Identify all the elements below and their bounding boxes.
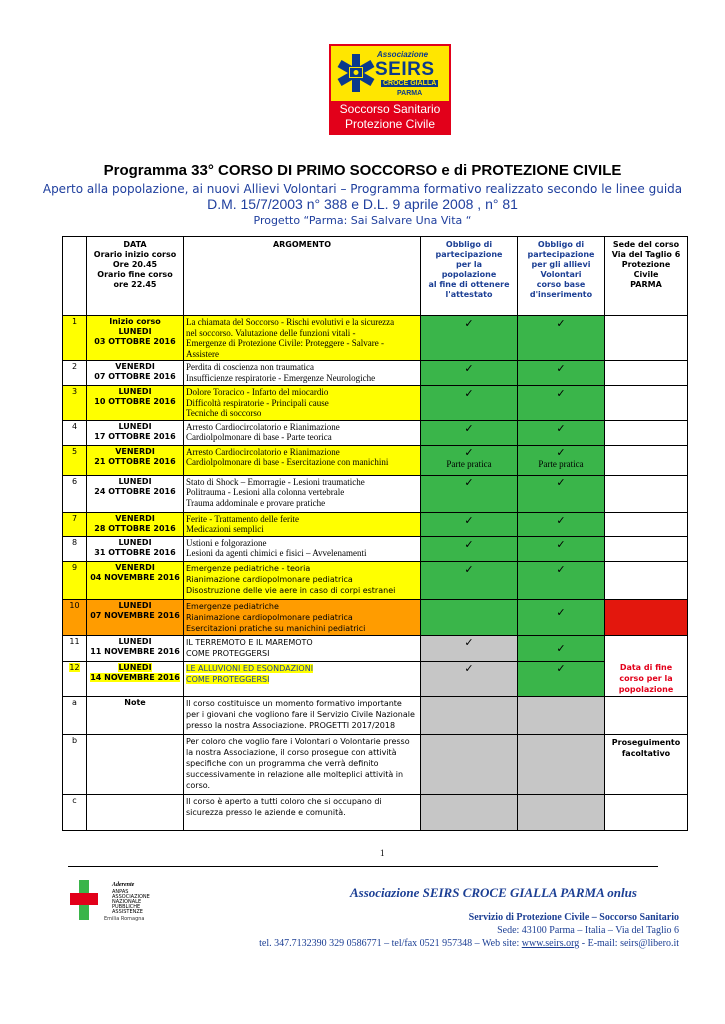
header-data-l2: Orario inizio corso <box>93 250 177 259</box>
row-num: 9 <box>63 561 87 599</box>
footer-sede: Sede: 43100 Parma – Italia – Via del Taglio 6 <box>497 925 679 936</box>
sede-cell <box>605 561 688 599</box>
row-argomento <box>184 420 421 445</box>
checkmark-icon: ✓ <box>464 445 474 459</box>
header-data-l4: Orario fine corso <box>97 270 173 279</box>
row-day: LUNEDI <box>118 476 152 486</box>
subtitle-decree: D.M. 15/7/2003 n° 388 e D.L. 9 aprile 2008 , n° 81 <box>207 196 518 212</box>
note-line: la nostra Associazione, il corso prosegue con attività <box>186 747 397 757</box>
website-link[interactable]: www.seirs.org <box>521 938 580 949</box>
row-date-text: 17 OTTOBRE 2016 <box>94 431 176 441</box>
anpas-cross-icon <box>70 880 98 920</box>
row-date-text: 24 OTTOBRE 2016 <box>94 486 176 496</box>
arg-line: Assistere <box>186 348 219 359</box>
arg-line: Insufficienze respiratorie - Emergenze Neurologiche <box>186 372 376 383</box>
arg-line: Lesioni da agenti chimici e fisici – Avvelenamenti <box>186 548 367 558</box>
hdr-all-l3: per gli allievi <box>531 260 591 269</box>
sede-cell <box>605 420 688 445</box>
row-num: 6 <box>63 475 87 512</box>
hdr-pop-l3: per la <box>455 260 483 269</box>
row-date-text: 07 NOVEMBRE 2016 <box>90 610 180 620</box>
row-argomento <box>184 475 421 512</box>
arg-line: Tecniche di soccorso <box>186 408 262 418</box>
parte-pratica-label: Parte pratica <box>446 458 492 469</box>
row-argomento <box>184 512 421 536</box>
checkmark-icon: ✓ <box>464 537 474 551</box>
check-allievi <box>518 536 605 561</box>
note-text <box>184 734 421 794</box>
table-row <box>63 512 688 536</box>
row-date <box>87 635 184 661</box>
note-line: specifiche con un programma che verrà definito <box>186 758 379 768</box>
check-popolazione <box>421 661 518 696</box>
row-day: VENERDI <box>115 562 155 572</box>
anpas-logo <box>68 872 158 932</box>
sede-note-line: popolazione <box>618 684 674 694</box>
note-cell-gray <box>421 696 518 734</box>
hdr-all-l2: partecipazione <box>527 250 595 259</box>
row-day: LUNEDI <box>118 600 152 610</box>
arg-line: Emergenze pediatriche <box>186 601 279 611</box>
arg-line: Cardiolpolmonare di base - Parte teorica <box>186 432 332 442</box>
sede-note2-line: facoltativo <box>621 748 671 758</box>
checkmark-icon: ✓ <box>464 513 474 527</box>
association-logo <box>329 44 451 135</box>
checkmark-icon: ✓ <box>556 605 566 619</box>
hdr-pop-l4: popolazione <box>441 270 497 279</box>
arg-line: Politrauma - Lesioni alla colonna vertebrale <box>186 487 345 497</box>
footer-divider <box>68 866 658 867</box>
sede-cell <box>605 794 688 830</box>
row-num: 10 <box>63 599 87 635</box>
row-date <box>87 599 184 635</box>
sede-cell-highlight <box>605 599 688 635</box>
page-number: 1 <box>380 848 385 858</box>
checkmark-icon: ✓ <box>464 387 474 400</box>
note-cell-gray <box>518 794 605 830</box>
row-date <box>87 661 184 696</box>
arg-line: Ustioni e folgorazione <box>186 537 267 548</box>
footer-contact-mid: - E-mail: <box>579 938 621 949</box>
arg-line: Rianimazione cardiopolmonare pediatrica <box>186 574 353 584</box>
footer-contact-phones: tel. 347.7132390 329 0586771 – tel/fax 0521 957348 – Web site: <box>259 938 522 949</box>
arg-line: nel soccorso. Valutazione delle funzioni vitali - <box>186 327 356 338</box>
arg-line: Trauma addominale e provare pratiche <box>186 497 326 508</box>
check-popolazione <box>421 561 518 599</box>
note-num: c <box>63 794 87 830</box>
row-num: 1 <box>63 316 87 361</box>
sede-cell <box>605 316 688 361</box>
note-cell-gray <box>421 734 518 794</box>
row-argomento <box>184 316 421 361</box>
checkmark-icon: ✓ <box>556 641 566 655</box>
hdr-all-l1: Obbligo di <box>537 240 585 249</box>
row-num <box>63 661 87 696</box>
note-label: Note <box>87 696 184 734</box>
arg-line: COME PROTEGGERSI <box>186 648 270 658</box>
row-date-text: 03 OTTOBRE 2016 <box>94 337 176 346</box>
subtitle-audience: Aperto alla popolazione, ai nuovi Allievi Volontari – Programma formativo realizzato secondo le linee guida <box>42 182 683 196</box>
row-day: LUNEDI <box>118 636 152 646</box>
row-date-text: 28 OTTOBRE 2016 <box>94 523 176 533</box>
note-label <box>87 794 184 830</box>
row-num: 5 <box>63 445 87 475</box>
row-argomento <box>184 386 421 421</box>
check-popolazione <box>421 536 518 561</box>
hdr-sede-l4: Civile <box>633 270 659 279</box>
sede-cell <box>605 512 688 536</box>
checkmark-icon: ✓ <box>556 317 566 330</box>
logo-line1: Soccorso Sanitario <box>339 102 441 116</box>
hdr-all-l5: corso base <box>536 280 586 289</box>
row-date <box>87 386 184 421</box>
checkmark-icon: ✓ <box>464 635 474 649</box>
checkmark-icon: ✓ <box>556 445 566 459</box>
table-row <box>63 316 688 361</box>
table-row <box>63 635 688 661</box>
note-num: a <box>63 696 87 734</box>
note-row <box>63 696 688 734</box>
header-data-l1: DATA <box>123 240 147 249</box>
row-num: 4 <box>63 420 87 445</box>
row-date <box>87 445 184 475</box>
table-row <box>63 661 688 696</box>
checkmark-icon: ✓ <box>464 362 474 375</box>
sede-cell <box>605 475 688 512</box>
row-num: 7 <box>63 512 87 536</box>
arg-line: Cardiolpolmonare di base - Esercitazione con manichini <box>186 457 389 467</box>
row-num: 11 <box>63 635 87 661</box>
row-num: 2 <box>63 361 87 386</box>
arg-line: Stato di Shock – Emorragie - Lesioni traumatiche <box>186 476 365 487</box>
table-row <box>63 536 688 561</box>
table-row <box>63 420 688 445</box>
row-date-text: 14 NOVEMBRE 2016 <box>90 672 180 682</box>
arg-line: La chiamata del Soccorso - Rischi evolutivi e la sicurezza <box>186 317 395 327</box>
row-date <box>87 361 184 386</box>
check-allievi <box>518 386 605 421</box>
hdr-pop-l6: l'attestato <box>445 290 493 299</box>
hdr-pop-l2: partecipazione <box>435 250 503 259</box>
note-cell-gray <box>421 794 518 830</box>
table-row <box>63 599 688 635</box>
check-allievi <box>518 420 605 445</box>
sede-note-line: Data di fine <box>619 662 673 672</box>
program-table <box>62 236 688 831</box>
checkmark-icon: ✓ <box>464 475 474 489</box>
note-num: b <box>63 734 87 794</box>
check-allievi <box>518 561 605 599</box>
sede-cell <box>605 635 688 696</box>
arg-line: Arresto Cardiocircolatorio e Rianimazione <box>186 421 340 432</box>
header-data-l3: Ore 20.45 <box>112 260 158 269</box>
row-day: LUNEDI <box>118 421 152 431</box>
logo-line2: Protezione Civile <box>344 117 436 131</box>
sede-cell <box>605 536 688 561</box>
note-text <box>184 794 421 830</box>
check-allievi <box>518 661 605 696</box>
note-cell-gray <box>518 734 605 794</box>
row-day: VENERDI <box>115 446 155 456</box>
arg-line: Ferite - Trattamento delle ferite <box>186 513 299 524</box>
table-row <box>63 386 688 421</box>
logo-croce-gialla: CROCE GIALLA <box>383 80 437 87</box>
table-row <box>63 475 688 512</box>
header-obbligo-popolazione <box>421 237 518 316</box>
checkmark-icon: ✓ <box>556 362 566 375</box>
checkmark-icon: ✓ <box>464 562 474 576</box>
check-allievi <box>518 361 605 386</box>
row-day: LUNEDI <box>118 537 152 547</box>
row-num: 3 <box>63 386 87 421</box>
hdr-sede-l5: PARMA <box>630 280 662 289</box>
sede-cell <box>605 386 688 421</box>
row-date-text: 07 OTTOBRE 2016 <box>94 372 176 381</box>
check-popolazione <box>421 420 518 445</box>
checkmark-icon: ✓ <box>464 661 474 675</box>
anpas-acronym: ANPAS <box>112 889 129 895</box>
arg-line: IL TERREMOTO E IL MAREMOTO <box>186 637 313 647</box>
note-label <box>87 734 184 794</box>
row-date <box>87 512 184 536</box>
checkmark-icon: ✓ <box>556 421 566 435</box>
arg-line: COME PROTEGGERSI <box>186 674 270 684</box>
table-row <box>63 561 688 599</box>
note-line: Il corso è aperto a tutti coloro che si occupano di <box>186 796 382 806</box>
row-day: VENERDI <box>115 513 155 523</box>
sede-cell <box>605 445 688 475</box>
hdr-sede-l1: Sede del corso <box>612 240 680 249</box>
note-line: successivamente in relazione alle molteplici attività in <box>186 769 404 779</box>
row-date <box>87 475 184 512</box>
note-line: presso la nostra Associazione. PROGETTI 2017/2018 <box>186 720 396 730</box>
arg-line: Perdita di coscienza non traumatica <box>186 362 314 372</box>
anpas-text <box>112 890 152 915</box>
check-allievi <box>518 475 605 512</box>
header-argomento: ARGOMENTO <box>184 237 421 316</box>
table-row <box>63 445 688 475</box>
checkmark-icon: ✓ <box>556 387 566 400</box>
row-date <box>87 316 184 361</box>
note-line: per i giovani che vogliono fare il Servizio Civile Nazionale <box>186 709 415 719</box>
checkmark-icon: ✓ <box>556 537 566 551</box>
row-date-text: 21 OTTOBRE 2016 <box>94 456 176 466</box>
hdr-sede-l2: Via del Taglio 6 <box>611 250 681 259</box>
table-row <box>63 361 688 386</box>
check-popolazione <box>421 386 518 421</box>
arg-line: Rianimazione cardiopolmonare pediatrica <box>186 612 353 622</box>
footer-contacts <box>259 938 679 949</box>
check-popolazione <box>421 512 518 536</box>
row-argomento <box>184 635 421 661</box>
note-line: corso. <box>186 780 211 790</box>
row-date-text: 11 NOVEMBRE 2016 <box>90 646 180 656</box>
checkmark-icon: ✓ <box>464 317 474 330</box>
sede-cell <box>605 696 688 734</box>
note-text <box>184 696 421 734</box>
checkmark-icon: ✓ <box>556 562 566 576</box>
note-row <box>63 734 688 794</box>
hdr-pop-l5: al fine di ottenere <box>428 280 510 289</box>
email-link[interactable]: seirs@libero.it <box>620 938 679 949</box>
sede-cell <box>605 734 688 794</box>
note-cell-gray <box>518 696 605 734</box>
hdr-sede-l3: Protezione <box>621 260 671 269</box>
row-argomento <box>184 599 421 635</box>
row-day2: LUNEDI <box>118 327 152 336</box>
logo-parma: PARMA <box>397 90 423 97</box>
checkmark-icon: ✓ <box>556 513 566 527</box>
subtitle-project: Progetto “Parma: Sai Salvare Una Vita “ <box>253 214 472 227</box>
row-argomento <box>184 561 421 599</box>
row-argomento <box>184 361 421 386</box>
note-line: Il corso costituisce un momento formativo importante <box>186 698 402 708</box>
check-popolazione <box>421 445 518 475</box>
header-data <box>87 237 184 316</box>
arg-line: Medicazioni semplici <box>186 524 264 534</box>
row-argomento <box>184 445 421 475</box>
row-day: Inizio corso <box>109 317 161 326</box>
row-date <box>87 420 184 445</box>
arg-line: Emergenze pediatriche - teoria <box>186 563 311 573</box>
row-day: LUNEDI <box>118 662 152 672</box>
arg-line: Difficoltà respiratorie - Principali cause <box>186 397 329 408</box>
row-date-text: 31 OTTOBRE 2016 <box>94 547 176 557</box>
footer-association: Associazione SEIRS CROCE GIALLA PARMA onlus <box>350 885 637 900</box>
row-date <box>87 561 184 599</box>
check-popolazione <box>421 635 518 661</box>
hdr-pop-l1: Obbligo di <box>445 240 493 249</box>
row-argomento <box>184 661 421 696</box>
anpas-full-name: ASSOCIAZIONE NAZIONALE PUBBLICHE ASSISTENZE <box>112 894 150 915</box>
check-allievi <box>518 316 605 361</box>
check-allievi <box>518 512 605 536</box>
row-day: VENERDI <box>115 362 155 371</box>
note-line: Per coloro che voglio fare i Volontari o Volontarie presso <box>186 736 410 746</box>
check-allievi <box>518 635 605 661</box>
sede-note2-line: Proseguimento <box>611 737 681 747</box>
arg-line: Emergenze di Protezione Civile: Proteggere - Salvare - <box>186 338 385 348</box>
row-argomento <box>184 536 421 561</box>
footer-servizio: Servizio di Protezione Civile – Soccorso Sanitario <box>468 912 679 923</box>
row-num: 8 <box>63 536 87 561</box>
logo-bottom-band <box>331 101 449 133</box>
checkmark-icon: ✓ <box>464 421 474 435</box>
check-popolazione <box>421 475 518 512</box>
header-data-l5: ore 22.45 <box>113 280 157 289</box>
row-date-text: 10 OTTOBRE 2016 <box>94 397 176 406</box>
arg-line: Dolore Toracico - Infarto del miocardio <box>186 387 329 397</box>
check-popolazione <box>421 599 518 635</box>
header-sede <box>605 237 688 316</box>
parte-pratica-label: Parte pratica <box>538 458 584 469</box>
note-line: sicurezza presso le aziende e comunità. <box>186 807 346 817</box>
logo-top-band <box>331 46 449 101</box>
check-allievi <box>518 599 605 635</box>
page-title: Programma 33° CORSO DI PRIMO SOCCORSO e di PROTEZIONE CIVILE <box>103 162 622 179</box>
region-label: Emilia Romagna <box>104 916 145 922</box>
checkmark-icon: ✓ <box>556 661 566 675</box>
arg-line: LE ALLUVIONI ED ESONDAZIONI <box>186 663 314 673</box>
note-row <box>63 794 688 830</box>
arg-line: Esercitazioni pratiche su manichini pediatrici <box>186 623 366 633</box>
row-day: LUNEDI <box>118 387 152 396</box>
sede-note-line: corso per la <box>619 673 673 683</box>
hdr-all-l4: Volontari <box>540 270 582 279</box>
logo-seirs: SEIRS <box>375 59 435 80</box>
row-num-text: 12 <box>69 662 80 672</box>
arg-line: Disostruzione delle vie aere in caso di corpi estranei <box>186 585 396 595</box>
logo-associazione: Associazione <box>377 50 429 59</box>
row-date <box>87 536 184 561</box>
star-of-life-icon <box>337 52 375 94</box>
checkmark-icon: ✓ <box>556 475 566 489</box>
table-header-row <box>63 237 688 316</box>
hdr-all-l6: d'inserimento <box>529 290 593 299</box>
check-popolazione <box>421 316 518 361</box>
header-num <box>63 237 87 316</box>
check-allievi <box>518 445 605 475</box>
row-date-text: 04 NOVEMBRE 2016 <box>90 572 180 582</box>
sede-cell <box>605 361 688 386</box>
check-popolazione <box>421 361 518 386</box>
header-obbligo-allievi <box>518 237 605 316</box>
aderente-label: Aderente <box>112 882 135 888</box>
arg-line: Arresto Cardiocircolatorio e Rianimazione <box>186 446 340 457</box>
